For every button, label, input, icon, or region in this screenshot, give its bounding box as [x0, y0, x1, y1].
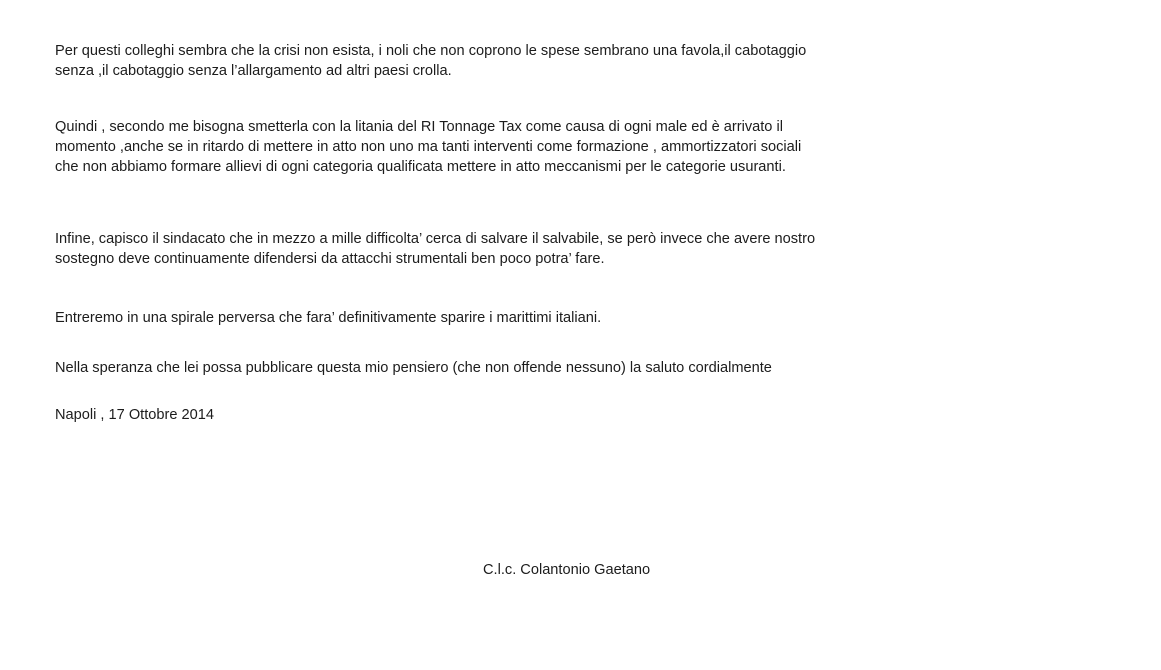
text-line: Entreremo in una spirale perversa che fara’ definitivamente sparire i marittimi italiani.	[55, 310, 602, 326]
text-line: Quindi , secondo me bisogna smetterla con la litania del RI Tonnage Tax come causa di ogni male ed è arrivato il	[55, 119, 783, 135]
text-line: senza ,il cabotaggio senza l’allargamento ad altri paesi crolla.	[55, 63, 452, 79]
text-line: Nella speranza che lei possa pubblicare questa mio pensiero (che non offende nessuno) la saluto cordialmente	[55, 360, 772, 376]
paragraph-crisis	[55, 41, 1075, 81]
text-line: momento ,anche se in ritardo di mettere in atto non uno ma tanti interventi come formazione , ammortizzatori sociali	[55, 139, 802, 155]
text-line: che non abbiamo formare allievi di ogni categoria qualificata mettere in atto meccanismi per le categorie usuranti.	[55, 159, 786, 175]
paragraph-spiral	[55, 308, 1075, 328]
signature: C.l.c. Colantonio Gaetano	[483, 562, 651, 578]
place-date: Napoli , 17 Ottobre 2014	[55, 407, 215, 423]
text-line: sostegno deve continuamente difendersi da attacchi strumentali ben poco potra’ fare.	[55, 251, 605, 267]
text-line: Per questi colleghi sembra che la crisi non esista, i noli che non coprono le spese sembrano una favola,il cabotaggio	[55, 43, 807, 59]
text-line: Infine, capisco il sindacato che in mezzo a mille difficolta’ cerca di salvare il salvabile, se però invece che avere nostro	[55, 231, 816, 247]
paragraph-closing	[55, 358, 1075, 378]
paragraph-union	[55, 229, 1075, 269]
paragraph-tonnage-tax	[55, 117, 1075, 177]
